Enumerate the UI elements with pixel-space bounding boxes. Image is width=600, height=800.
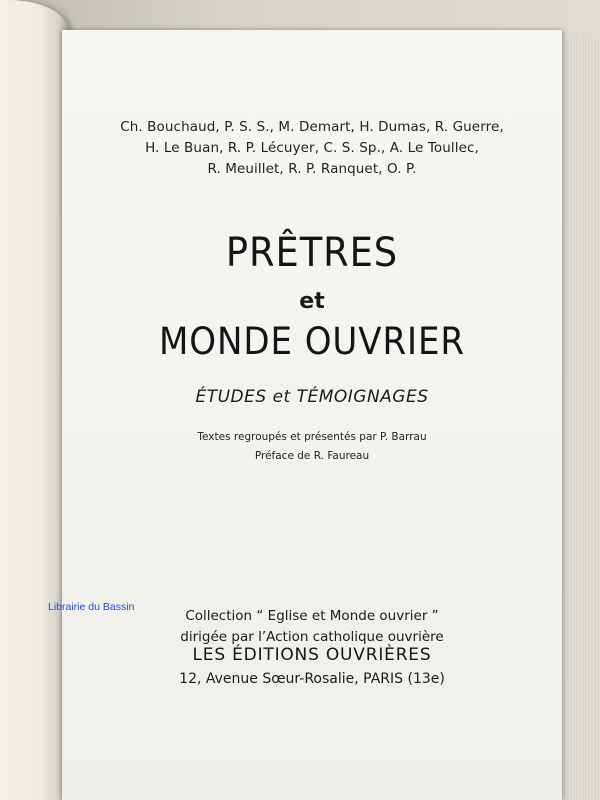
preface-credit: Préface de R. Faureau [254, 450, 370, 462]
author-list [62, 117, 562, 180]
author-line-1: Ch. Bouchaud, P. S. S., M. Demart, H. Dumas, R. Guerre, [120, 119, 504, 135]
book-title-main: PRÊTRES [225, 230, 399, 276]
book-title-conjunction: et [299, 289, 325, 314]
book-subtitle: ÉTUDES et TÉMOIGNAGES [195, 387, 429, 407]
author-line-2: H. Le Buan, R. P. Lécuyer, C. S. Sp., A. Le Toullec, [145, 140, 479, 156]
collection-line-2: dirigée par l’Action catholique ouvrière [180, 629, 444, 645]
credits-block [62, 428, 562, 466]
publisher-address: 12, Avenue Sœur-Rosalie, PARIS (13e) [179, 671, 445, 687]
publisher-name: LES ÉDITIONS OUVRIÈRES [192, 645, 432, 665]
collection-block [62, 606, 562, 648]
collection-line-1: Collection “ Eglise et Monde ouvrier ” [185, 608, 439, 624]
book-title-sub: MONDE OUVRIER [159, 320, 465, 363]
left-facing-page [0, 0, 68, 800]
bookseller-watermark: Librairie du Bassin [48, 601, 135, 613]
title-page [62, 30, 562, 800]
author-line-3: R. Meuillet, R. P. Ranquet, O. P. [207, 161, 417, 177]
page-edges [562, 34, 600, 800]
editor-credit: Textes regroupés et présentés par P. Barrau [197, 431, 427, 443]
